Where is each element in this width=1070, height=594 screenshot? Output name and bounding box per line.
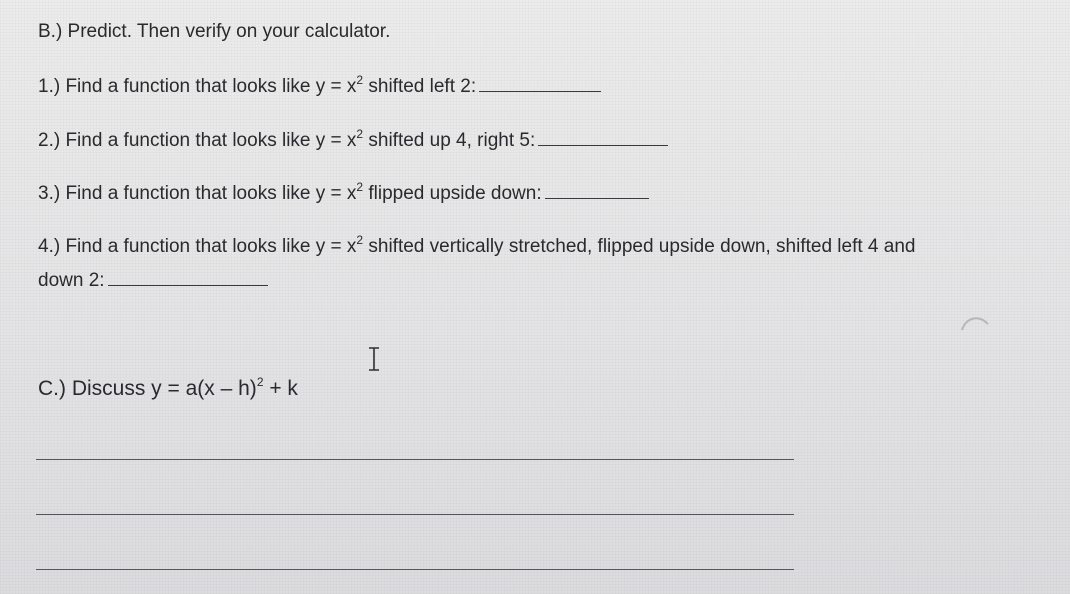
question-1-answer-blank[interactable]	[479, 73, 601, 92]
text-cursor-icon	[366, 346, 382, 372]
question-4	[38, 232, 916, 259]
question-3-suffix: flipped upside down:	[363, 183, 542, 204]
section-b-heading: B.) Predict. Then verify on your calculator.	[38, 21, 391, 42]
question-1	[38, 73, 601, 99]
question-1-text: 1.) Find a function that looks like y = x	[38, 76, 357, 97]
discussion-answer-line-1[interactable]	[36, 459, 794, 460]
discussion-answer-line-2[interactable]	[36, 514, 794, 515]
question-2-exponent: 2	[356, 126, 364, 141]
section-c-heading	[38, 377, 298, 401]
question-3	[38, 180, 649, 206]
question-2	[38, 127, 668, 153]
section-c-exponent: 2	[256, 375, 264, 389]
question-4-continuation	[38, 267, 268, 293]
question-2-answer-blank[interactable]	[538, 127, 668, 146]
screen-glare-mark	[958, 312, 992, 334]
question-3-text: 3.) Find a function that looks like y = x	[38, 183, 357, 204]
section-c-suffix: + k	[263, 377, 298, 400]
question-4-suffix: shifted vertically stretched, flipped upside down, shifted left 4 and	[363, 236, 916, 257]
question-4-continuation-text: down 2:	[38, 270, 105, 291]
question-4-text: 4.) Find a function that looks like y = x	[38, 236, 357, 257]
question-1-suffix: shifted left 2:	[363, 76, 477, 97]
discussion-answer-line-3[interactable]	[36, 569, 794, 570]
question-3-answer-blank[interactable]	[545, 180, 649, 199]
question-2-suffix: shifted up 4, right 5:	[363, 130, 536, 151]
question-3-exponent: 2	[356, 179, 364, 194]
question-1-exponent: 2	[356, 72, 364, 87]
question-4-answer-blank[interactable]	[108, 267, 268, 286]
question-4-exponent: 2	[356, 232, 364, 247]
section-c-text: C.) Discuss y = a(x – h)	[38, 377, 257, 400]
question-2-text: 2.) Find a function that looks like y = x	[38, 130, 357, 151]
